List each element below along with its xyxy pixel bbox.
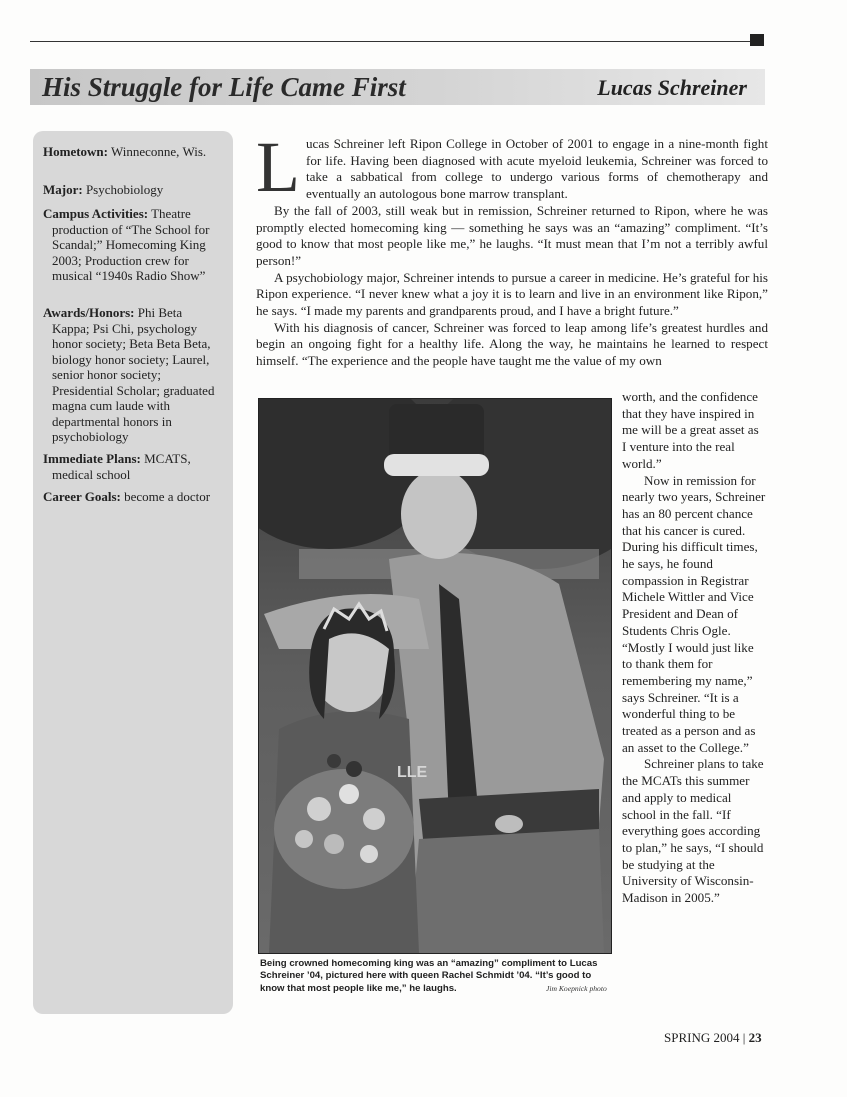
shirt-text: LLE [397, 764, 428, 781]
fact-career-goals [43, 489, 222, 505]
fact-value: MCATS, medical school [52, 451, 191, 482]
issue-label: SPRING 2004 [664, 1030, 740, 1045]
homecoming-photo-image [259, 399, 611, 953]
fact-awards-honors [43, 305, 222, 445]
article-paragraph: A psychobiology major, Schreiner intends to pursue a career in medicine. He’s grateful for his Ripon experience. “I never knew what a joy it is to learn and live in an environment like Ripon,” he says. “I made my parents and grandparents proud, and I have a bright future.” [256, 269, 768, 319]
paragraph-text: ucas Schreiner left Ripon College in October of 2001 to engage in a nine-month fight for life. Having been diagnosed with acute myeloid leukemia, Schreiner was forced to take a sabbatical from college to undergo various forms of chemotherapy and eventually an autologous bone marrow transplant. [305, 136, 768, 202]
title-bar [30, 69, 765, 105]
fact-label: Immediate Plans: [43, 451, 141, 466]
page-number: 23 [748, 1030, 762, 1045]
fact-label: Career Goals: [43, 489, 121, 504]
drop-cap: L [256, 127, 300, 207]
fact-label: Major: [43, 182, 83, 197]
homecoming-photo [258, 398, 612, 954]
fact-value: Psychobiology [85, 182, 164, 197]
fact-immediate-plans [43, 451, 222, 482]
fact-label: Campus Activities: [43, 206, 149, 221]
top-rule [30, 41, 760, 42]
fact-value: Winneconne, Wis. [111, 144, 207, 159]
fact-major [43, 182, 222, 198]
fact-label: Hometown: [43, 144, 108, 159]
article-paragraph: worth, and the confidence that they have inspired in me will be a great asset as I venture into the real world.” [622, 389, 759, 471]
fact-sidebar [33, 131, 233, 1014]
fact-hometown [43, 144, 222, 160]
article-byline: Lucas Schreiner [597, 75, 747, 100]
fact-value: become a doctor [124, 489, 211, 504]
photo-credit: Jim Koepnick photo [546, 984, 607, 993]
article-paragraph: Now in remission for nearly two years, Schreiner has an 80 percent chance that his cancer is cured. During his difficult times, he says, he found compassion in Registrar Michele Wittler and Vice President and Dean of Students Chris Ogle. “Mostly I would just like to thank them for remembering my name,” says Schreiner. “It is a wonderful thing to be treated as a person and as an asset to the College.” [622, 472, 766, 755]
article-continuation [622, 389, 766, 907]
photo-caption: Being crowned homecoming king was an “amazing” compliment to Lucas Schreiner ’04, pictured here with queen Rachel Schmidt ’04. “It’s good to know that most people like me,” he laughs. [260, 958, 598, 994]
article-paragraph: By the fall of 2003, still weak but in remission, Schreiner returned to Ripon, where he was promptly elected homecoming king — something he says was an “amazing” compliment. “It’s good to know that most people like me,” he laughs. “It must mean that I’m not a terribly awful person!” [256, 202, 768, 268]
article-paragraph [256, 127, 768, 207]
article-paragraph: Schreiner plans to take the MCATs this summer and apply to medical school in the fall. “If everything goes according to plan,” he says, “I should be studying at the University of Wisconsin-Madison in 2005.” [622, 756, 764, 906]
article-paragraph: With his diagnosis of cancer, Schreiner was forced to leap among life’s greatest hurdles and begin an ongoing fight for a healthy life. Along the way, he maintains he learned to respect himself. “The experience and the people have taught me the value of my own [256, 319, 768, 369]
article-body [256, 127, 768, 370]
fact-value: Phi Beta Kappa; Psi Chi, psychology honor society; Beta Beta Beta, biology honor society; Laurel, senior honor society; Presidential Scholar; graduated magna cum laude with departmental honors in psychobiology [52, 305, 215, 444]
footer-divider: | [742, 1030, 746, 1045]
fact-label: Awards/Honors: [43, 305, 135, 320]
top-rule-square [750, 34, 764, 46]
fact-campus-activities [43, 206, 222, 284]
article-title: His Struggle for Life Came First [42, 72, 406, 102]
fact-value: Theatre production of “The School for Scandal;” Homecoming King 2003; Production crew for musical “1940s Radio Show” [52, 206, 210, 283]
page-footer [664, 1030, 762, 1046]
